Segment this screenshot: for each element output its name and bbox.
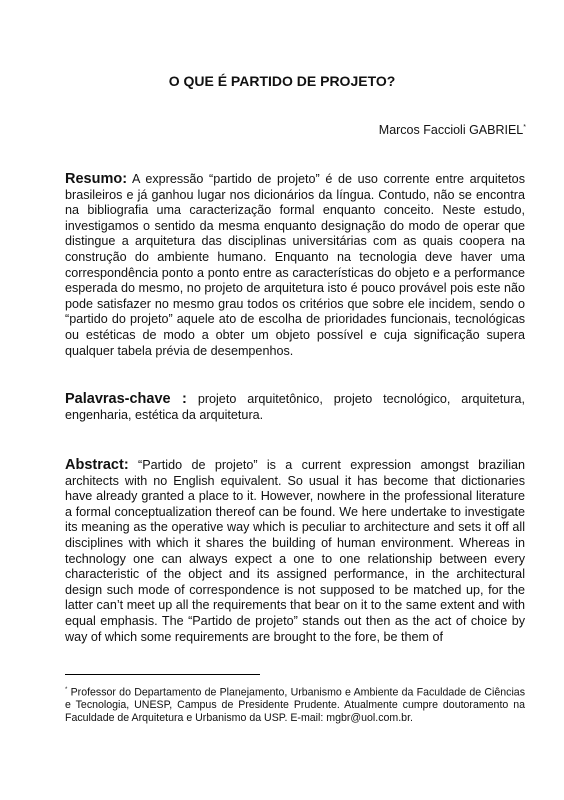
palavras-chave-label: Palavras-chave : [65,391,187,407]
author-line [379,123,526,137]
palavras-chave-text: projeto arquitetônico, projeto tecnológico, arquitetura, engenharia, estética da arquitetura. [65,392,526,422]
abstract-label: Abstract: [65,457,129,473]
footnote-divider [65,674,260,675]
palavras-chave-paragraph [65,392,525,423]
footnote-mark: * [65,687,68,693]
footnote-text: Professor do Departamento de Planejamento, Urbanismo e Ambiente da Faculdade de Ciências e Tecnologia, UNESP, Campus de Presidente Prudente. Atualmente cumpre doutoramento na Faculdade de Arquitetura e Urbanismo da USP. E-mail: mgbr@uol.com.br. [65,686,525,724]
author-name: Marcos Faccioli GABRIEL [378,123,524,137]
abstract-paragraph [65,458,525,645]
resumo-label: Resumo: [65,171,128,187]
footnote [65,684,525,724]
author-footnote-mark: * [523,123,526,131]
page-title: O QUE É PARTIDO DE PROJETO? [168,73,396,89]
resumo-paragraph [65,172,525,359]
resumo-text: A expressão “partido de projeto” é de uso corrente entre arquitetos brasileiros e já ganhou lugar nos dicionários da língua. Contudo, não se encontra na bibliografia uma caracterização formal enquanto conceito. Neste estudo, investigamos o sentido da mesma enquanto designação do modo de operar que distingue a arquitetura das disciplinas universitárias com as quais coopera na construção do ambiente humano. Enquanto na tecnologia deve haver uma correspondência ponto a ponto entre as características do objeto e a performance esperada do mesmo, no projeto de arquitetura isto é pouco provável pois este não pode satisfazer no mesmo grau todos os critérios que sobre ele incidem, sendo o “partido do projeto” aquele ato de escolha de prioridades funcionais, tecnológicas ou estéticas de modo a obter um objeto possível e cuja significação supera qualquer tabela prévia de desempenhos. [65,172,525,358]
abstract-text: “Partido de projeto” is a current expression amongst brazilian architects with no English equivalent. So usual it has become that dictionaries have already granted a place to it. However, nowhere in the professional literature a formal conceptualization thereof can be found. We here undertake to investigate its meaning as the operative way which is peculiar to architecture and sets it off all disciplines with which it shares the building of human environment. Whereas in technology one can always expect a one to one relationship between every characteristic of the object and its assigned performance, in the architectural design such mode of correspondence is not supposed to be matched up, for the latter can’t meet up all the requirements that bear on it to the same extent and with equal emphasis. The “Partido de projeto” stands out then as the act of choice by way of which some requirements are brought to the fore, be them of [65,458,526,644]
